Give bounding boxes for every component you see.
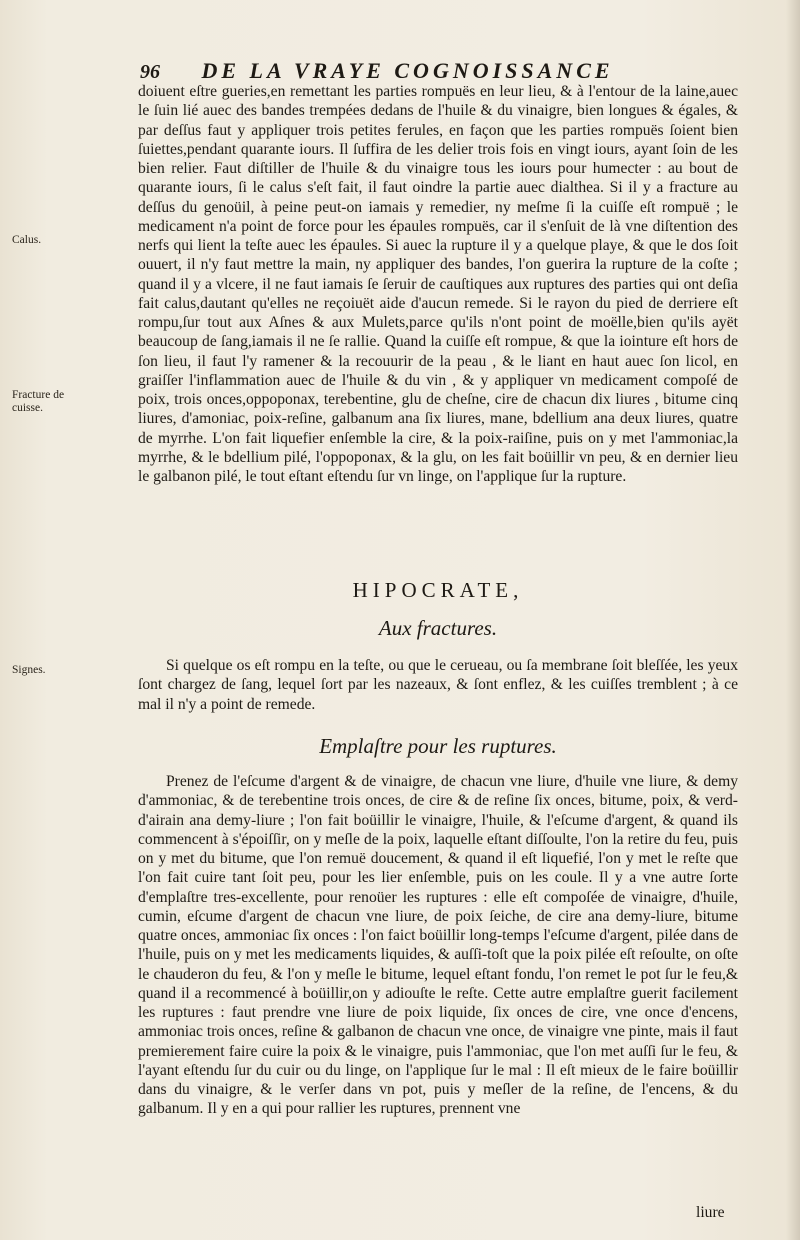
paragraph-1-text: doiuent eſtre gueries,en remettant les parties rompuës en leur lieu, & à l'entour de la laine,auec le ſuin lié auec des bandes trempées dedans de l'huile & du vinaigre, bien longues & égales, & par deſſus faut y appliquer trois petites ferules, en façon que les parties rompuës ſoient bien ſuiettes,pendant quarante iours. Il ſuffira de les delier trois fois en vingt iours, ayant ſoin de les bien relier. Faut diſtiller de l'huile & du vinaigre tous les iours pour humecter : au bout de quarante iours, ſi le calus s'eſt fait, il faut oindre la partie auec dialthea. Si il y a fracture au deſſus du genoüil, à peine peut-on iamais y remedier, ny meſme ſi la cuiſſe eſt rompuë ; le medicament n'a point de force pour les épaules rompuës, car il s'enſuit de là vne diſtention des nerfs qui lient la teſte auec les épaules. Si auec la rupture il y a quelque playe, & que le dos ſoit ouuert, il n'y faut mettre la main, ny appliquer des bandes, l'on guerira la rupture de la coſte ; quand il y a vlcere, il ne faut iamais ſe ſeruir de cauſtiques aux ruptures des parties qui ont deſia fait calus,dautant qu'elles ne reçoiuët aide d'aucun remede. Si le rayon du pied de derriere eſt rompu,ſur tout aux Aſnes & aux Mulets,parce qu'ils n'ont point de moëlle,bien qu'ils ayët beaucoup de ſang,iamais il ne ſe rallie. Quand la cuiſſe eſt rompue, & que la iointure eſt hors de ſon lieu, il faut l'y ramener & la recouurir de la peau , & le liant en haut auec ſon licol, en graiſſer l'inflammation auec de l'huile & du vin , & y appliquer vn medicament compoſé de poix, trois onces,oppoponax, terebentine, glu de cheſne, cire de chacun dix liures , bitume cinq liures, d'amoniac, poix-reſine, galbanum ana ſix liures, mane, bdellium ana deux liures, quatre de myrrhe. L'on fait liquefier enſemble la cire, & la poix-raiſine, puis on y met l'ammoniac,la myrrhe, & le bdellium pilé, l'oppoponax, & la glu, on les fait boüillir vn peu, & en dernier lieu le galbanon pilé, le tout eſtant eſtendu ſur vn linge, on l'applique ſur la rupture. (138, 83, 738, 485)
paragraph-1 (138, 82, 738, 486)
section-title-emplastre: Emplaſtre pour les ruptures. (319, 734, 557, 758)
section-subtitle-fractures: Aux fractures. (378, 616, 498, 640)
margin-note-signes: Signes. (12, 664, 46, 676)
section-title-hipocrate: HIPOCRATE, (352, 578, 524, 602)
catchword: liure (696, 1204, 725, 1221)
paragraph-2 (138, 656, 738, 714)
paragraph-3-text: Prenez de l'eſcume d'argent & de vinaigre, de chacun vne liure, d'huile vne liure, & demy d'ammoniac, & de terebentine trois onces, de cire & de reſine ſix onces, bitume, poix, & verd-d'airain ana demy-liure ; l'on fait boüillir le vinaigre, l'huile, & l'eſcume d'argent, & quand ils commencent à s'époiſſir, on y meſle de la poix, laquelle eſtant diſſoulte, l'on la retire du feu, puis on y met du bitume, que l'on remuë doucement, & quand il eſt liquefié, l'on y met le reſte que l'on fait cuire tant ſoit peu, pour les lier enſemble, puis on les coule. Il y a vne autre ſorte d'emplaſtre tres-excellente, pour renoüer les ruptures : elle eſt compoſée de vinaigre, d'huile, cumin, eſcume d'argent de chacun vne liure, de poix ſeiche, de cire ana demy-liure, bitume quatre onces, ammoniac ſix onces : l'on faict boüillir long-temps l'eſcume d'argent, pilée dans de l'huile, puis on y met les medicaments liquides, & auſſi-toſt que la poix pilée eſt reſoulte, on oſte le chauderon du feu, & l'on y meſle le bitume, lequel eſtant fondu, l'on remet le pot ſur le feu,& quand il a recommencé à boüillir,on y adiouſte le reſte. Cette autre emplaſtre guerit facilement les ruptures : faut prendre vne liure de poix liquide, ſix onces de cire, vne once d'encens, ammoniac trois onces, reſine & galbanon de chacun vne once, de vinaigre vne pinte, mais il faut premierement faire cuire la poix & le vinaigre, puis l'ammoniac, que l'on met auſſi ſur le feu, & l'ayant eſtendu ſur du cuir ou du linge, on l'applique ſur le mal : Il eſt mieux de le faire boüillir dans du vinaigre, & le verſer dans vn pot, puis y meſler de la reſine, de l'encens, & du galbanum. Il y en a qui pour rallier les ruptures, prennent vne (138, 773, 738, 1118)
margin-note-calus: Calus. (12, 234, 42, 246)
margin-note-fracture: Fracture de cuisse. (12, 389, 65, 414)
running-header (140, 58, 740, 84)
paragraph-2-text: Si quelque os eſt rompu en la teſte, ou que le cerueau, ou ſa membrane ſoit bleſſée, les yeux ſont chargez de ſang, lequel ſort par les nazeaux, & ſont enflez, & les cuiſſes tremblent ; à ce mal il n'y a point de remede. (138, 657, 738, 713)
paragraph-3 (138, 772, 738, 1119)
page-edge-shadow (786, 0, 800, 1240)
running-title: DE LA VRAYE COGNOISSANCE (201, 58, 614, 83)
page-number: 96 (140, 61, 160, 83)
